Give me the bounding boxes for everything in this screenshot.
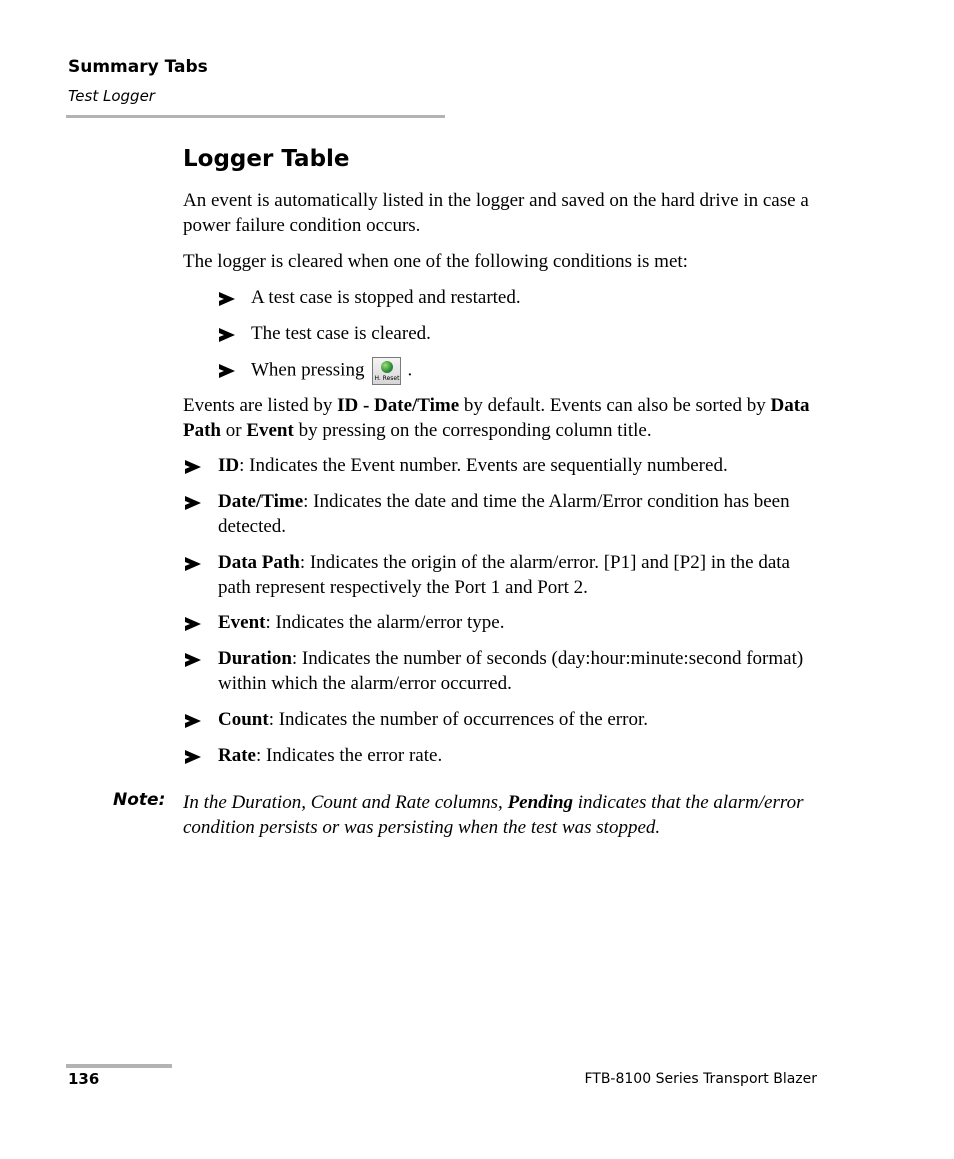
list-item: The test case is cleared.	[251, 323, 431, 344]
running-header-title: Summary Tabs	[68, 57, 208, 77]
list-item	[251, 357, 811, 385]
sort-paragraph	[183, 393, 823, 443]
intro-paragraph: An event is automatically listed in the logger and saved on the hard drive in case a power failure condition occurs.	[183, 190, 809, 236]
bullet-arrow-icon	[185, 653, 201, 667]
footer-rule	[66, 1064, 172, 1068]
running-header-subtitle: Test Logger	[68, 87, 155, 105]
globe-reset-icon	[381, 361, 393, 373]
column-definition-item	[218, 646, 823, 696]
column-description: : Indicates the number of occurrences of the error.	[268, 709, 648, 730]
note-text	[183, 790, 833, 840]
column-term: Event	[218, 612, 266, 633]
bold-term: Data Path	[183, 395, 810, 441]
section-heading: Logger Table	[183, 146, 350, 172]
product-name: FTB-8100 Series Transport Blazer	[584, 1071, 817, 1087]
bold-term: ID - Date/Time	[337, 395, 460, 416]
column-definition-item	[218, 453, 823, 478]
bullet-arrow-icon	[219, 364, 235, 378]
column-term: ID	[218, 455, 240, 476]
text-run: or	[221, 420, 247, 441]
column-term: Duration	[218, 648, 292, 669]
column-description: : Indicates the alarm/error type.	[265, 612, 505, 633]
text-run: Events are listed by	[183, 395, 338, 416]
column-description: : Indicates the number of seconds (day:hour:minute:second format) within which the alarm/error occurred.	[218, 648, 804, 694]
text-run: indicates that the alarm/error condition persists or was persisting when the test was stopped.	[183, 792, 804, 838]
note-label: Note:	[113, 790, 166, 810]
bold-term: Event	[246, 420, 294, 441]
column-description: : Indicates the origin of the alarm/error. [P1] and [P2] in the data path represent respectively the Port 1 and Port 2.	[218, 552, 790, 598]
bullet-arrow-icon	[185, 750, 201, 764]
bullet-arrow-icon	[219, 328, 235, 342]
column-term: Rate	[218, 745, 256, 766]
column-definition-item	[218, 610, 823, 635]
header-rule	[66, 115, 445, 118]
bullet-arrow-icon	[185, 557, 201, 571]
bullet-arrow-icon	[185, 714, 201, 728]
column-term: Data Path	[218, 552, 300, 573]
bullet-arrow-icon	[219, 292, 235, 306]
bullet-arrow-icon	[185, 617, 201, 631]
column-term: Count	[218, 709, 269, 730]
column-description: : Indicates the Event number. Events are sequentially numbered.	[239, 455, 728, 476]
page-number: 136	[68, 1070, 100, 1088]
column-description: : Indicates the error rate.	[255, 745, 443, 766]
text-run: by pressing on the corresponding column title.	[293, 420, 652, 441]
list-item-text: When pressing	[251, 359, 365, 381]
bullet-arrow-icon	[185, 496, 201, 510]
h-reset-label: H. Reset	[374, 375, 400, 382]
column-definition-item	[218, 743, 823, 768]
text-run: In the Duration, Count and Rate columns,	[183, 792, 508, 813]
column-definition-item	[218, 550, 823, 600]
column-description: : Indicates the date and time the Alarm/Error condition has been detected.	[218, 491, 790, 537]
cleared-intro-paragraph: The logger is cleared when one of the following conditions is met:	[183, 251, 688, 272]
h-reset-button-image	[372, 357, 401, 385]
bold-term: Pending	[507, 792, 574, 813]
trailing-period: .	[407, 359, 413, 381]
list-item: A test case is stopped and restarted.	[251, 287, 521, 308]
column-definition-item	[218, 489, 823, 539]
text-run: by default. Events can also be sorted by	[459, 395, 771, 416]
column-term: Date/Time	[218, 491, 304, 512]
column-definition-item	[218, 707, 823, 732]
bullet-arrow-icon	[185, 460, 201, 474]
